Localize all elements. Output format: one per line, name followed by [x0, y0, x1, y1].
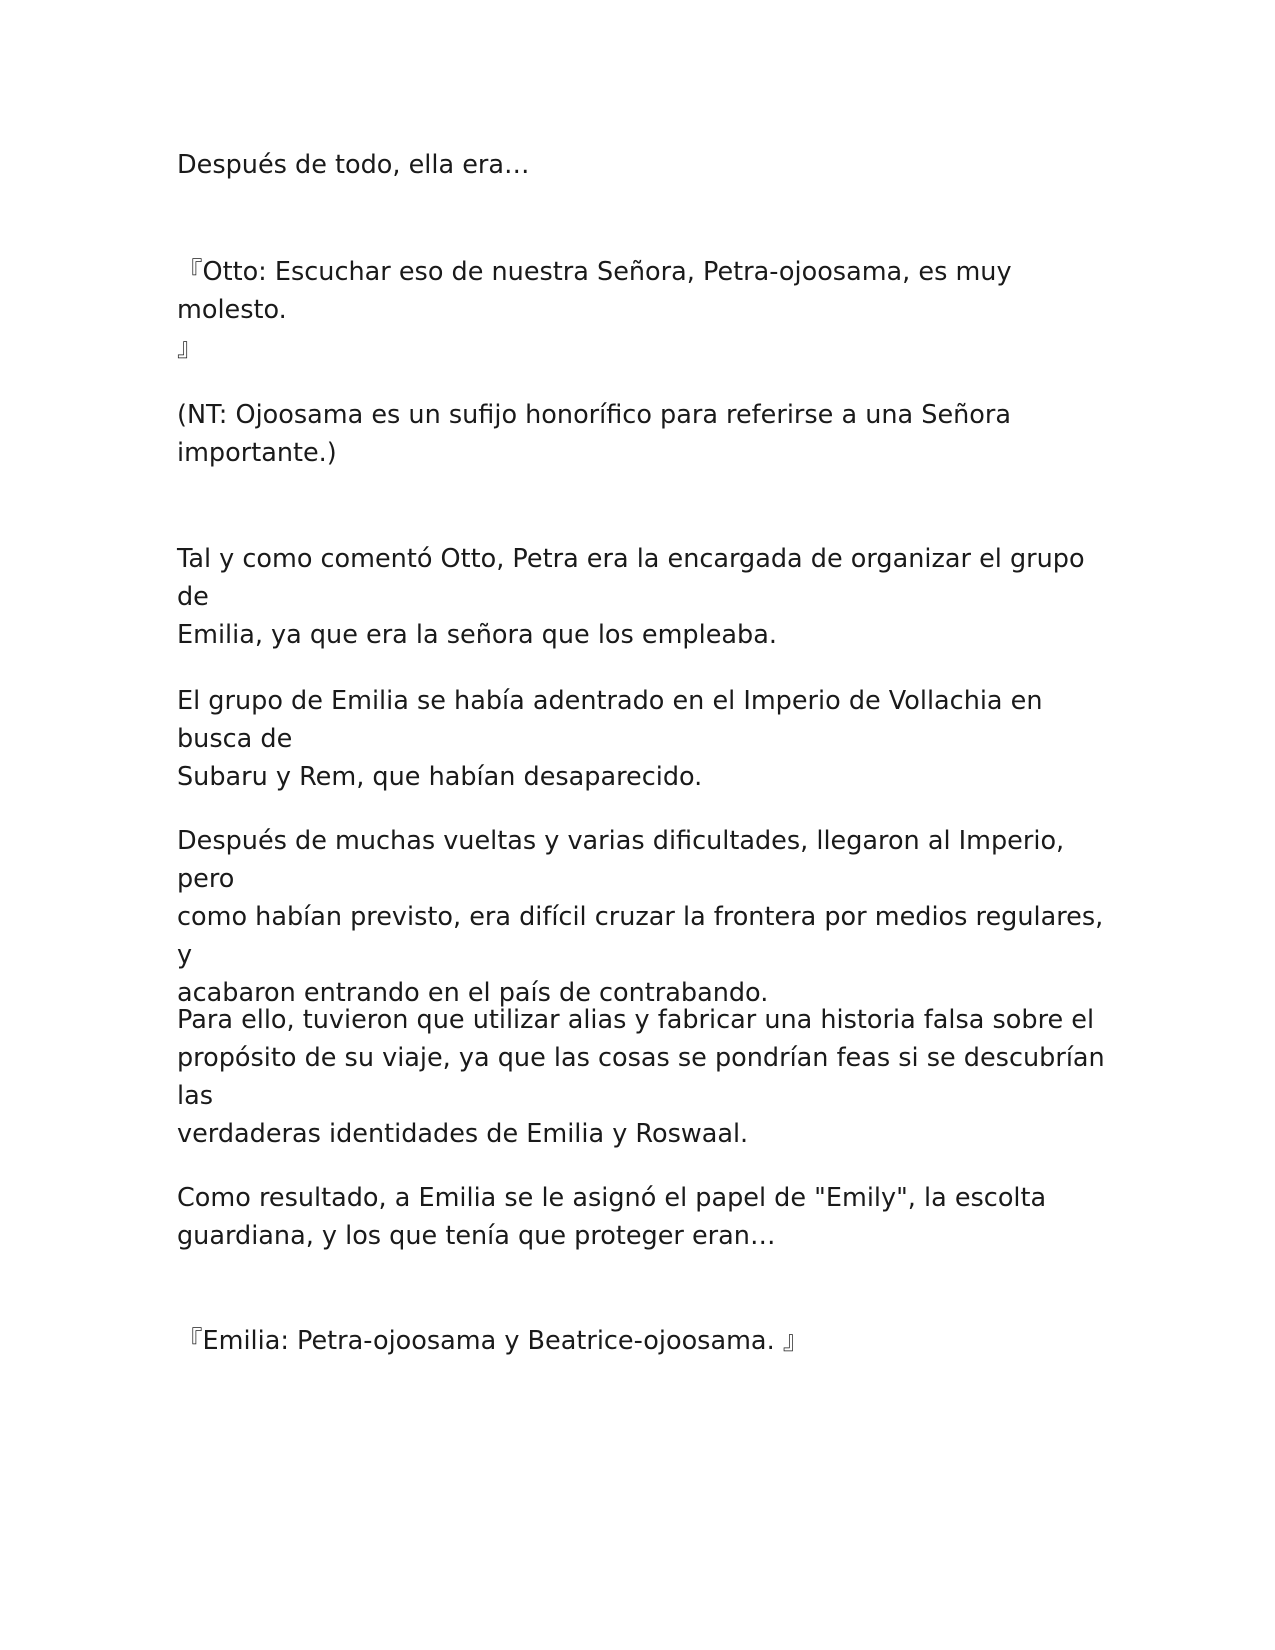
- paragraph-7: Para ello, tuvieron que utilizar alias y fabricar una historia falsa sobre el propósito de su viaje, ya que las cosas se pondrían feas si se descubrían las verdaderas identidades de Emilia y Roswaal.: [177, 1005, 1105, 1149]
- paragraph-8: Como resultado, a Emilia se le asignó el papel de "Emily", la escolta guardiana, y los que tenía que proteger eran…: [177, 1183, 1047, 1251]
- paragraph-1: Después de todo, ella era…: [177, 150, 530, 180]
- paragraph-4: Tal y como comentó Otto, Petra era la encargada de organizar el grupo de Emilia, ya que era la señora que los empleaba.: [177, 544, 1085, 650]
- paragraph-3-translator-note: (NT: Ojoosama es un sufijo honorífico para referirse a una Señora importante.): [177, 400, 1012, 468]
- paragraph-5: El grupo de Emilia se había adentrado en el Imperio de Vollachia en busca de Subaru y Rem, que habían desaparecido.: [177, 686, 1043, 792]
- paragraph-9-dialogue-emilia: 『Emilia: Petra-ojoosama y Beatrice-ojoosama. 』: [177, 1326, 809, 1356]
- paragraph-6: Después de muchas vueltas y varias dificultades, llegaron al Imperio, pero como habían previsto, era difícil cruzar la frontera por medios regulares, y acabaron entrando en el país de contrabando.: [177, 826, 1104, 1008]
- paragraph-2-dialogue-otto: 『Otto: Escuchar eso de nuestra Señora, Petra-ojoosama, es muy molesto. 』: [177, 257, 1012, 363]
